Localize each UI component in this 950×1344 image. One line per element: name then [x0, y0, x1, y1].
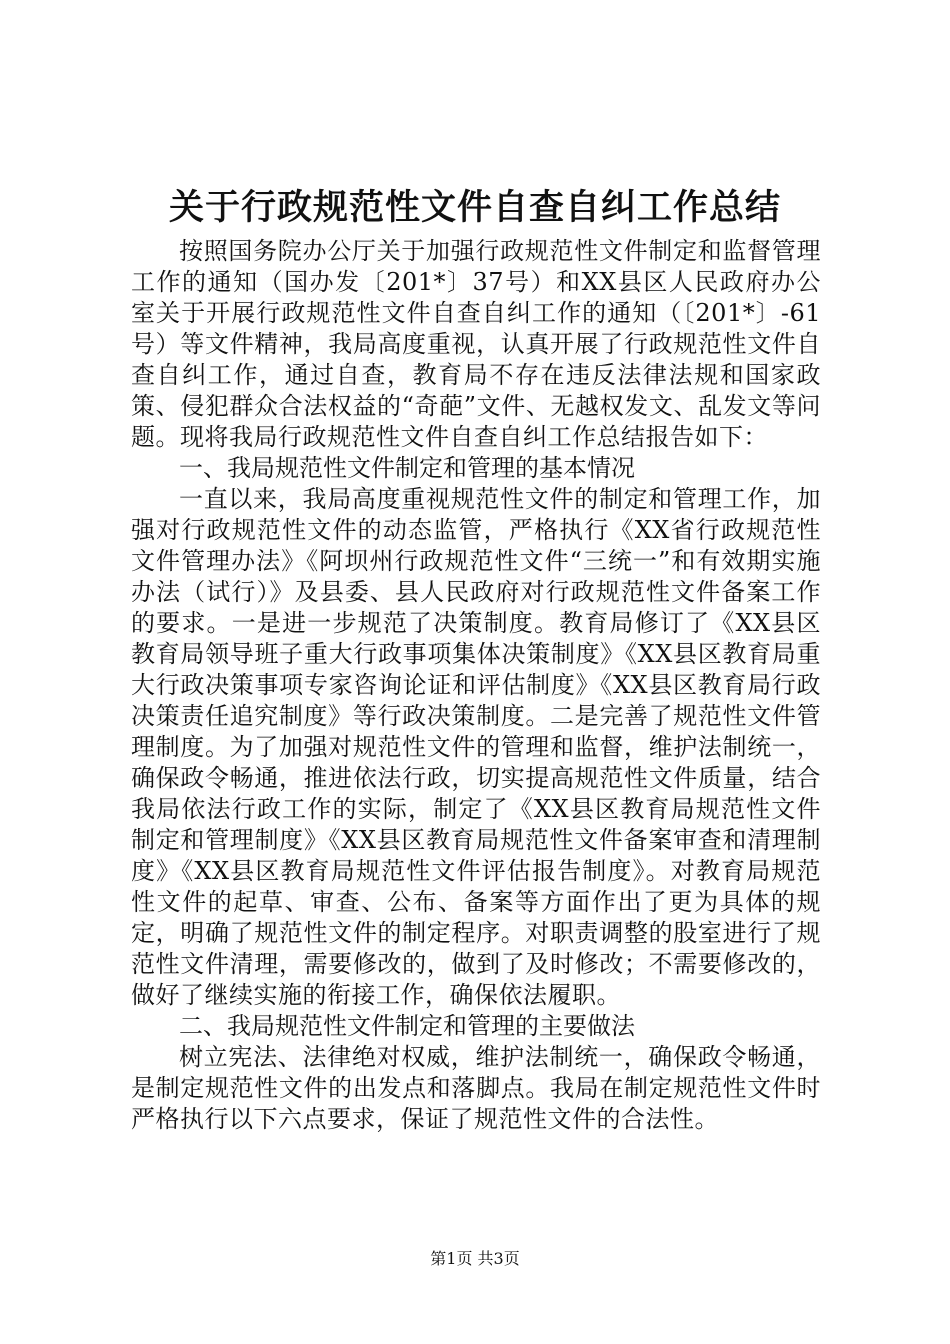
section-heading-2: 二、我局规范性文件制定和管理的主要做法	[179, 1012, 635, 1040]
document-title: 关于行政规范性文件自查自纠工作总结	[168, 187, 781, 228]
page-number-footer: 第1页 共3页	[430, 1249, 520, 1268]
document-body	[131, 236, 821, 1135]
section-2-paragraph: 树立宪法、法律绝对权威，维护法制统一，确保政令畅通，是制定规范性文件的出发点和落脚点。我局在制定规范性文件时严格执行以下六点要求，保证了规范性文件的合法性。	[131, 1043, 821, 1133]
intro-paragraph: 按照国务院办公厅关于加强行政规范性文件制定和监督管理工作的通知（国办发〔201*〕37号）和XX县区人民政府办公室关于开展行政规范性文件自查自纠工作的通知（〔201*〕-61号）等文件精神，我局高度重视，认真开展了行政规范性文件自查自纠工作，通过自查，教育局不存在违反法律法规和国家政策、侵犯群众合法权益的“奇葩”文件、无越权发文、乱发文等问题。现将我局行政规范性文件自查自纠工作总结报告如下：	[131, 237, 821, 451]
section-heading-1: 一、我局规范性文件制定和管理的基本情况	[179, 454, 635, 482]
section-1-paragraph: 一直以来，我局高度重视规范性文件的制定和管理工作，加强对行政规范性文件的动态监管，严格执行《XX省行政规范性文件管理办法》《阿坝州行政规范性文件“三统一”和有效期实施办法（试行）》及县委、县人民政府对行政规范性文件备案工作的要求。一是进一步规范了决策制度。教育局修订了《XX县区教育局领导班子重大行政事项集体决策制度》《XX县区教育局重大行政决策事项专家咨询论证和评估制度》《XX县区教育局行政决策责任追究制度》等行政决策制度。二是完善了规范性文件管理制度。为了加强对规范性文件的管理和监督，维护法制统一，确保政令畅通，推进依法行政，切实提高规范性文件质量，结合我局依法行政工作的实际，制定了《XX县区教育局规范性文件制定和管理制度》《XX县区教育局规范性文件备案审查和清理制度》《XX县区教育局规范性文件评估报告制度》。对教育局规范性文件的起草、审查、公布、备案等方面作出了更为具体的规定，明确了规范性文件的制定程序。对职责调整的股室进行了规范性文件清理，需要修改的，做到了及时修改；不需要修改的，做好了继续实施的衔接工作，确保依法履职。	[131, 485, 821, 1009]
